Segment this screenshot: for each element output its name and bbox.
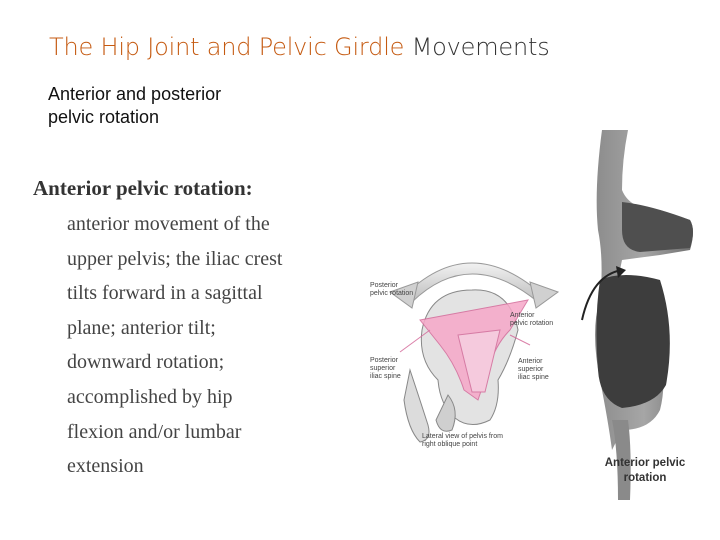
caption-line-1: Anterior pelvic — [604, 457, 686, 469]
person-photo — [582, 130, 693, 500]
definition-line: upper pelvis; the iliac crest — [67, 247, 283, 270]
definition-line: accomplished by hip — [67, 385, 233, 408]
label-posterior-rotation — [370, 282, 413, 298]
caption-line-2: rotation — [623, 472, 667, 484]
definition-line: flexion and/or lumbar — [67, 420, 242, 443]
subtitle-line-1: Anterior and posterior — [48, 84, 222, 104]
definition-line: plane; anterior tilt; — [67, 316, 216, 339]
definition-line: anterior movement of the — [67, 213, 270, 235]
label-line: Anterior — [518, 358, 543, 365]
definition-term: Anterior pelvic rotation: — [33, 176, 253, 200]
definition-line: downward rotation; — [67, 351, 225, 374]
label-psis — [370, 357, 401, 381]
label-line: iliac spine — [518, 374, 549, 381]
label-line: Lateral view of pelvis from — [422, 433, 503, 440]
definition-line: extension — [67, 455, 144, 478]
label-line: Posterior — [370, 282, 399, 289]
label-line: pelvic rotation — [510, 320, 554, 327]
label-line: Posterior — [370, 357, 399, 364]
slide-title — [49, 33, 550, 61]
title-accent: The Hip Joint and Pelvic Girdle — [49, 33, 405, 61]
label-lateral-view — [422, 433, 503, 449]
label-line: Anterior — [510, 312, 535, 319]
label-asis — [518, 358, 549, 382]
definition-text — [67, 207, 357, 484]
label-line: iliac spine — [370, 373, 401, 380]
photo-caption — [597, 456, 693, 486]
definition-line: tilts forward in a sagittal — [67, 282, 263, 305]
label-anterior-rotation — [510, 312, 553, 328]
slide-subtitle — [48, 83, 308, 129]
label-line: right oblique point — [422, 441, 478, 448]
subtitle-line-2: pelvic rotation — [48, 107, 160, 127]
title-rest: Movements — [404, 33, 550, 61]
label-line: pelvic rotation — [370, 290, 414, 297]
label-line: superior — [370, 365, 396, 372]
label-line: superior — [518, 366, 544, 373]
